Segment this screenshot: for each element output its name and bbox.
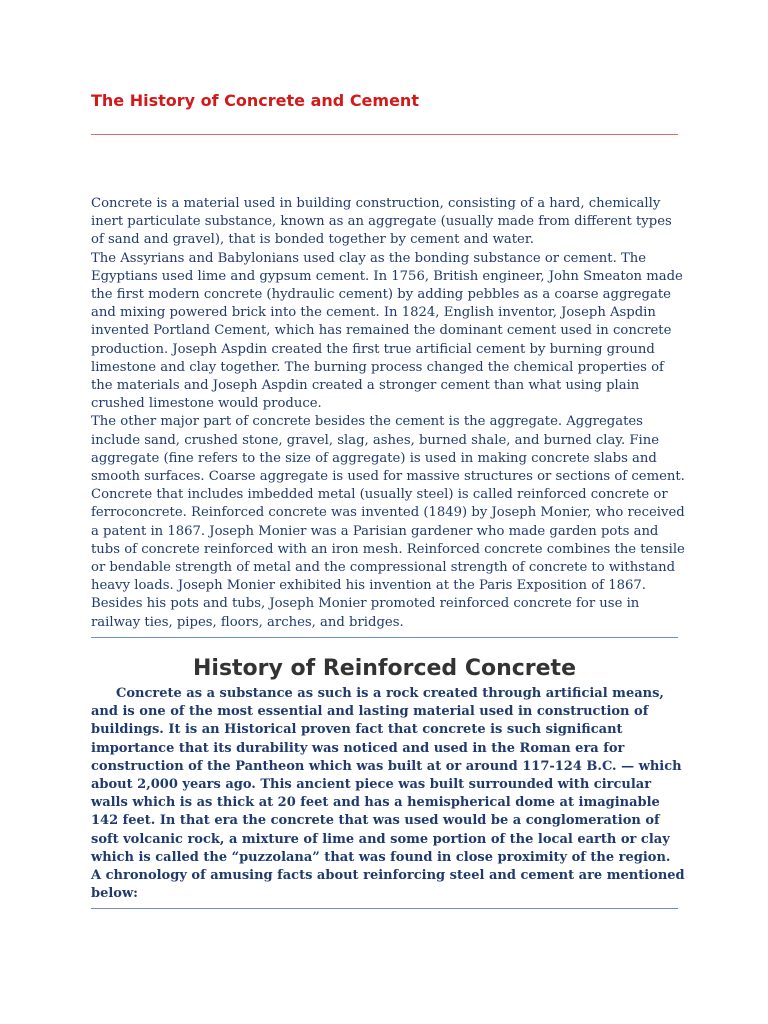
paragraph-reinforced-concrete: Concrete as a substance as such is a rock created through artificial means, and is one of the most essential and lasting material used in construction of buildings. It is an Historical proven fact that concrete is such significant importance that its durability was noticed and used in the Roman era for construction of the Pantheon which was built at or around 117-124 B.C. — which about 2,000 years ago. This ancient piece was built surrounded with circular walls which is as thick at 20 feet and has a hemispherical dome at imaginable 142 feet. In that era the concrete that was used would be a conglomeration of soft volcanic rock, a mixture of lime and some portion of the local earth or clay which is called the “puzzolana” that was found in close proximity of the region. bbox=[91, 686, 682, 865]
section-heading: History of Reinforced Concrete bbox=[192, 656, 576, 681]
paragraph-aggregate: The other major part of concrete besides the cement is the aggregate. Aggregates include sand, crushed stone, gravel, slag, ashes, burned shale, and burned clay. Fine aggregate (fine refers to the size of aggregate) is used in making concrete slabs and smooth surfaces. Coarse aggregate is used for massive structures or sections of cement. Concrete that includes imbedded metal (usually steel) is called reinforced concrete or ferroconcrete. Reinforced concrete was invented (1849) by Joseph Monier, who received a patent in 1867. Joseph Monier was a Parisian gardener who made garden pots and tubs of concrete reinforced with an iron mesh. Reinforced concrete combines the tensile or bendable strength of metal and the compressional strength of concrete to withstand heavy loads. Joseph Monier exhibited his invention at the Paris Exposition of 1867. Besides his pots and tubs, Joseph Monier promoted reinforced concrete for use in railway ties, pipes, floors, arches, and bridges. bbox=[91, 414, 685, 630]
document-title: The History of Concrete and Cement bbox=[91, 91, 419, 110]
section-divider bbox=[91, 637, 678, 638]
title-divider bbox=[91, 134, 678, 135]
paragraph-history: The Assyrians and Babylonians used clay as the bonding substance or cement. The Egyptians used lime and gypsum cement. In 1756, British engineer, John Smeaton made the first modern concrete (hydraulic cement) by adding pebbles as a coarse aggregate and mixing powered brick into the cement. In 1824, English inventor, Joseph Aspdin invented Portland Cement, which has remained the dominant cement used in concrete production. Joseph Aspdin created the first true artificial cement by burning ground limestone and clay together. The burning process changed the chemical properties of the materials and Joseph Aspdin created a stronger cement than what using plain crushed limestone would produce. bbox=[91, 250, 683, 412]
paragraph-chronology-intro: A chronology of amusing facts about reinforcing steel and cement are mentioned below: bbox=[91, 868, 685, 902]
bottom-divider bbox=[91, 908, 678, 909]
paragraph-definition: Concrete is a material used in building construction, consisting of a hard, chemically inert particulate substance, known as an aggregate (usually made from different types of sand and gravel), that is bonded together by cement and water. bbox=[91, 196, 672, 248]
intro-text bbox=[91, 195, 686, 632]
section-text bbox=[91, 685, 686, 903]
